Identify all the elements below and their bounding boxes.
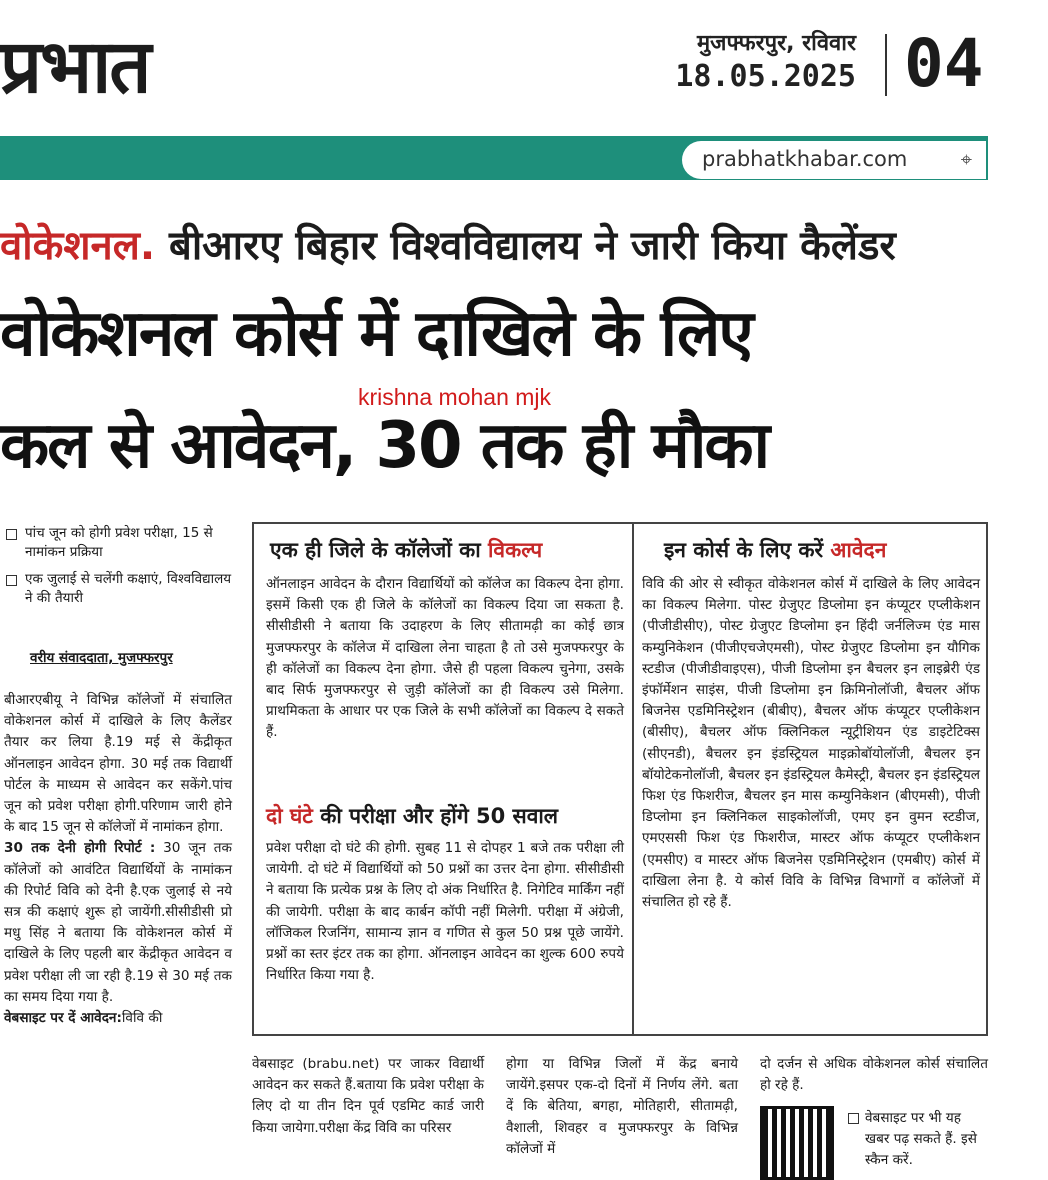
website-url[interactable]: [682, 141, 986, 179]
article-column-1: [4, 690, 232, 1029]
dateline: [675, 30, 856, 96]
kicker: [0, 216, 896, 276]
info-box-divider: [632, 522, 634, 1036]
byline: वरीय संवाददाता, मुजफ्फरपुर: [30, 650, 173, 666]
website-url-text[interactable]: prabhatkhabar.com: [702, 147, 908, 171]
kicker-text: बीआरए बिहार विश्वविद्यालय ने जारी किया कैलेंडर: [168, 223, 896, 269]
dateline-date: 18.05.2025: [675, 59, 856, 94]
col1-subhead: 30 तक देनी होगी रिपोर्ट :: [4, 840, 156, 857]
dateline-divider: [885, 34, 887, 96]
article-column-2: वेबसाइट (brabu.net) पर जाकर विद्यार्थी आवेदन कर सकते हैं.बताया कि प्रवेश परीक्षा के लिए दो या तीन दिन पूर्व एडमिट कार्ड जारी किया जायेगा.परीक्षा केंद्र विवि का परिसर: [252, 1056, 484, 1136]
bullet-text: एक जुलाई से चलेंगी कक्षाएं, विश्वविद्यालय ने की तैयारी: [25, 571, 232, 606]
box3-heading-highlight: आवेदन: [830, 538, 887, 562]
box2-heading-text: की परीक्षा और होंगे 50 सवाल: [320, 804, 559, 828]
page-number: 04: [904, 25, 984, 102]
box2-heading-highlight: दो घंटे: [266, 804, 313, 828]
bullet-square-icon: [6, 575, 17, 586]
bullet-text: पांच जून को होगी प्रवेश परीक्षा, 15 से नामांकन प्रक्रिया: [25, 525, 213, 560]
headline-line-2: कल से आवेदन, 30 तक ही मौका: [0, 409, 769, 483]
col1-paragraph-3: विवि की: [121, 1010, 163, 1027]
dateline-city: मुजफ्फरपुर, रविवार: [697, 31, 856, 56]
box2-heading: [266, 800, 558, 832]
box3-text: विवि की ओर से स्वीकृत वोकेशनल कोर्स में दाखिले के लिए आवेदन का विकल्प मिलेगा. पोस्ट ग्रेजुएट डिप्लोमा इन कंप्यूटर एप्लीकेशन (पीजीडीसीए), पोस्ट ग्रेजुएट डिप्लोमा इन हिंदी जर्नलिज्म एंड मास कम्युनिकेशन (पीजीएचजेएमसी), पोस्ट ग्रेजुएट डिप्लोमा इन यौगिक स्टडीज (पीजीडीवाइएस), पीजी डिप्लोमा इन बैचलर इन लाइब्रेरी एंड इंफॉर्मेशन साइंस, पीजी डिप्लोमा इन क्रिमिनोलॉजी, बैचलर ऑफ बिजनेस एडमिनिस्ट्रेशन (बीबीए), बैचलर ऑफ कंप्यूटर एप्लीकेशन (बीसीए), बैचलर ऑफ क्लिनिकल न्यूट्रीशियन एंड डाइटेटिक्स (सीएनडी), बैचलर इन इंडस्ट्रियल माइक्रोबॉयोलॉजी, बैचलर इन बॉयोटेकनोलॉजी, बैचलर इन इंडस्ट्रियल कैमेस्ट्री, बैचलर इन इंडस्ट्रियल फिश एंड फिशरीज, बैचलर इन मास कम्युनिकेशन (बीएमसी), पीजी डिप्लोमा इन क्लिनिकल साइकोलॉजी, एमए इन वुमन स्टडीज, एमएससी फिश एंड फिशरीज, मास्टर ऑफ कंप्यूटर एप्लीकेशन (एमसीए) व मास्टर ऑफ बिजनेस एडमिनिस्ट्रेशन (एमबीए) कोर्स में दाखिला लेना है. ये कोर्स विवि के विभिन्न विभागों व कॉलेजों में संचालित हो रहे हैं.: [642, 576, 980, 911]
box1-heading-highlight: विकल्प: [487, 538, 543, 562]
headline-line-1: वोकेशनल कोर्स में दाखिले के लिए: [0, 297, 752, 371]
box3-heading-text: इन कोर्स के लिए करें: [664, 538, 824, 562]
box2-text: प्रवेश परीक्षा दो घंटे की होगी. सुबह 11 से दोपहर 1 बजे तक परीक्षा ली जायेगी. दो घंटे में विद्यार्थियों को 50 प्रश्नों का उत्तर देना होगा. सीसीडीसी ने बताया कि प्रत्येक प्रश्न के लिए दो अंक निर्धारित है. निगेटिव मार्किंग नहीं की जायेगी. परीक्षा के बाद कार्बन कॉपी नहीं मिलेगी. परीक्षा में अंग्रेजी, लॉजिकल रिजनिंग, सामान्य ज्ञान व गणित से कुल 50 प्रश्न पूछे जायेंगे. प्रश्नों का स्तर इंटर तक का होगा. ऑनलाइन आवेदन का शुल्क 600 रुपये निर्धारित किया गया है.: [266, 840, 624, 984]
masthead-title: प्रभात: [0, 24, 150, 110]
box1-heading-text: एक ही जिले के कॉलेजों का: [270, 538, 481, 562]
bullet-square-icon: [6, 529, 17, 540]
watermark-text: krishna mohan mjk: [358, 384, 552, 410]
qr-note-text: वेबसाइट पर भी यह खबर पढ़ सकते हैं. इसे स्कैन करें.: [865, 1110, 977, 1168]
bullet-item: [6, 570, 238, 608]
box3-heading: [664, 534, 886, 566]
qr-code[interactable]: [760, 1106, 834, 1180]
col1-subhead-2: वेबसाइट पर दें आवेदन:: [4, 1010, 122, 1027]
box1-text: ऑनलाइन आवेदन के दौरान विद्यार्थियों को कॉलेज का विकल्प देना होगा. इसमें किसी एक ही जिले के कॉलेजों का विकल्प दिया जा सकता है. सीसीडीसी ने बताया कि उदाहरण के लिए सीतामढ़ी का कोई छात्र मुजफ्फरपुर के कॉलेज में दाखिला लेना चाहता है तो उसे मुजफ्फरपुर के ही कॉलेजों का विकल्प देना होगा. जैसे ही पहला विकल्प चुनेगा, उसके बाद सिर्फ मुजफ्फरपुर से जुड़ी कॉलेजों का ही विकल्प उसे मिलेगा. प्राथमिकता के आधार पर एक जिले के सभी कॉलेजों का विकल्प दे सकते हैं.: [266, 576, 624, 741]
col1-paragraph-2: 30 जून तक कॉलेजों को आवंटित विद्यार्थियों के नामांकन की रिपोर्ट विवि को देनी है.एक जुलाई से नये सत्र की कक्षाएं शुरू हो जायेंगी.सीसीडीसी प्रो मधु सिंह ने बताया कि वोकेशनल कोर्स में दाखिले के लिए पहली बार केंद्रीकृत आवेदन व प्रवेश परीक्षा ली जा रही है.19 से 30 मई तक का समय दिया गया है.: [4, 840, 232, 1005]
highlight-bullets: [6, 524, 238, 616]
article-column-4: दो दर्जन से अधिक वोकेशनल कोर्स संचालित हो रहे हैं.: [760, 1056, 988, 1094]
kicker-tag: वोकेशनल.: [0, 223, 156, 269]
article-column-3: होगा या विभिन्न जिलों में केंद्र बनाये जायेंगे.इसपर एक-दो दिनों में निर्णय लेंगे. बता दें कि बेतिया, बगहा, मोतिहारी, सीतामढ़ी, वैशाली, शिवहर व मुजफ्फरपुर के विभिन्न कॉलेजों में: [506, 1056, 738, 1157]
qr-note: [848, 1108, 988, 1171]
bullet-square-icon: [848, 1113, 859, 1124]
bullet-item: [6, 524, 238, 562]
box1-heading: [270, 534, 542, 566]
cursor-icon: ⌖: [960, 147, 972, 171]
col1-paragraph-1: बीआरएबीयू ने विभिन्न कॉलेजों में संचालित वोकेशनल कोर्स में दाखिले के लिए कैलेंडर तैयार कर लिया है.19 मई से केंद्रीकृत ऑनलाइन आवेदन होगा. 30 मई तक विद्यार्थी पोर्टल के माध्यम से आवेदन कर सकेंगे.पांच जून को प्रवेश परीक्षा होगी.परिणाम जारी होने के बाद 15 जून से कॉलेजों में नामांकन होगा.: [4, 692, 232, 836]
